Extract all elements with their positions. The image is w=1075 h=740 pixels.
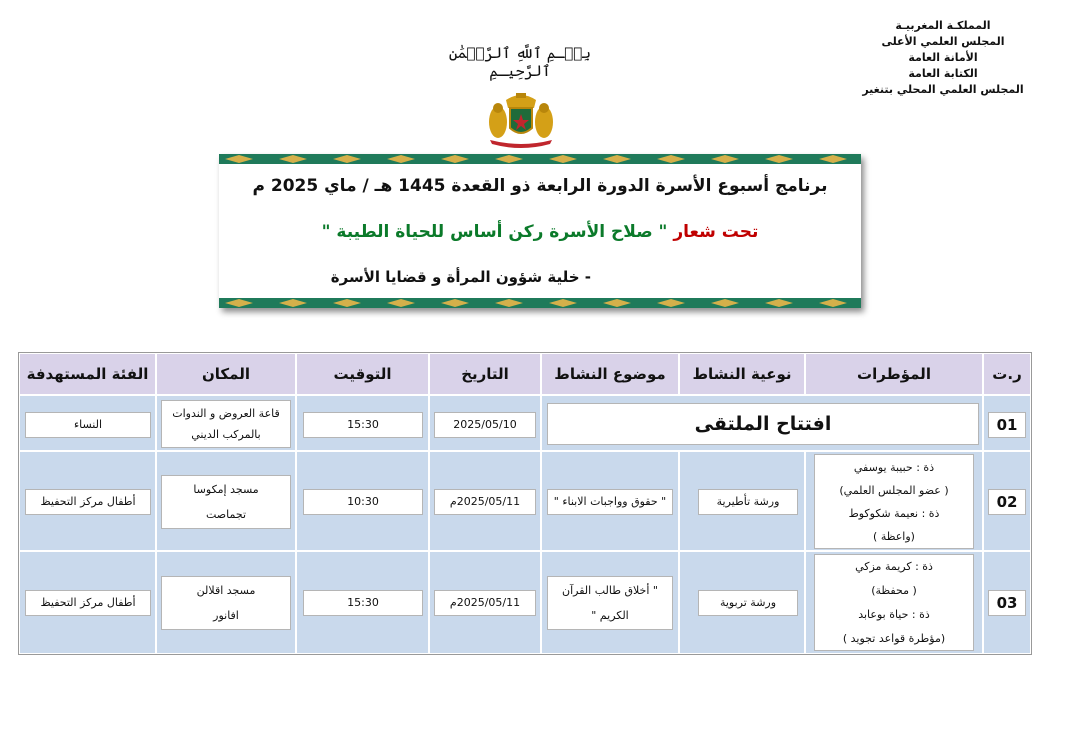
header-audience: الفئة المستهدفة [19,353,156,395]
row-3-topic-line-2: الكريم " [591,609,629,622]
row-3-facilitators-cell [805,551,983,654]
header-place: المكان [156,353,296,395]
header-topic: موضوع النشاط [541,353,679,395]
row-2-place-line-1: مسجد إمكوسا [193,483,259,496]
row-2-audience: أطفال مركز التحفيظ [25,489,151,515]
header-date: التاريخ [429,353,541,395]
row-2-topic: " حقوق وواجبات الابناء " [547,489,673,515]
row-1-title-cell [541,395,983,451]
banner-cell-name: - خلية شؤون المرأة و قضايا الأسرة [330,268,591,286]
row-2-number-cell [983,451,1031,551]
row-2-facilitators-cell [805,451,983,551]
row-3-number-cell [983,551,1031,654]
row-2-place-line-2: تجماصت [206,508,247,521]
banner-slogan: " صلاح الأسرة ركن أساس للحياة الطيبة " [321,222,668,242]
row-2-facilitator-1-role: ( عضو المجلس العلمي) [839,483,949,497]
banner-slogan-line [219,222,861,242]
row-3-facilitator-2-role: (مؤطرة قواعد تجويد ) [842,631,946,645]
row-3-place [161,576,291,630]
header-time: التوقيت [296,353,429,395]
banner-slogan-lead: تحت شعار [673,222,759,242]
row-3-type: ورشة تربوية [698,590,798,616]
row-3-number: 03 [988,590,1026,616]
row-1-title: افتتاح الملتقى [547,403,979,445]
column-place [156,353,296,654]
row-3-time: 15:30 [303,590,423,616]
row-2-number: 02 [988,489,1026,515]
row-1-date: 2025/05/10 [434,412,536,438]
banner-top-ornament [219,154,861,164]
column-time [296,353,429,654]
banner-bottom-ornament [219,298,861,308]
row-2-audience-cell [19,451,156,551]
banner-title: برنامج أسبوع الأسرة الدورة الرابعة ذو القعدة 1445 هـ / ماي 2025 م [252,176,828,196]
org-line-local-council: المجلس العلمي المحلي بتنغير [862,83,1024,96]
row-3-audience: أطفال مركز التحفيظ [25,590,151,616]
row-1-audience-cell [19,395,156,451]
basmala: بِسۡـمِ ٱللَّهِ ٱلرَّحۡمَٰنِ ٱلرَّحِيـمِ [448,44,592,80]
row-3-type-cell [679,551,805,654]
row-2-topic-cell [541,451,679,551]
row-2-place-cell [156,451,296,551]
column-audience [19,353,156,654]
org-line-office: الكتابة العامة [908,67,978,80]
header-number: ر.ت [983,353,1031,395]
organization-header [843,18,1043,98]
row-1-date-cell [429,395,541,451]
row-1-place-line-2: بالمركب الديني [191,428,261,441]
coat-of-arms-icon [486,90,556,150]
row-2-date: 2025/05/11م [434,489,536,515]
row-2-place [161,475,291,529]
row-2-facilitators [814,454,974,549]
row-1-place-line-1: قاعة العروض و الندوات [172,407,280,420]
row-2-time: 10:30 [303,489,423,515]
row-3-topic [547,576,673,630]
row-2-facilitator-2-role: (واعظة ) [873,529,915,543]
header-activity-type: نوعية النشاط [679,353,805,395]
row-3-facilitator-1-role: ( محفظة) [871,583,917,597]
row-3-facilitators [814,554,974,651]
program-banner [219,154,861,308]
row-2-facilitator-1: ذة : حبيبة يوسفي [853,460,935,474]
row-3-place-line-1: مسجد اقلالن [196,584,256,597]
column-date [429,353,541,654]
org-line-secretariat: الأمانة العامة [908,51,978,64]
row-3-facilitator-2: ذة : حياة بوعابد [858,607,930,621]
org-line-kingdom: المملكـة المغربيـة [895,19,991,32]
row-1-time: 15:30 [303,412,423,438]
row-2-type: ورشة تأطيرية [698,489,798,515]
row-3-time-cell [296,551,429,654]
row-3-topic-line-1: " أخلاق طالب القرآن [562,584,658,597]
row-2-date-cell [429,451,541,551]
row-1-number-cell [983,395,1031,451]
row-1-number: 01 [988,412,1026,438]
program-table [18,352,1032,655]
row-1-time-cell [296,395,429,451]
row-2-time-cell [296,451,429,551]
row-3-topic-cell [541,551,679,654]
header-facilitators: المؤطرات [805,353,983,395]
row-3-place-cell [156,551,296,654]
row-1-audience: النساء [25,412,151,438]
row-1-place-cell [156,395,296,451]
row-3-date: 2025/05/11م [434,590,536,616]
row-3-place-line-2: افانور [213,609,239,622]
row-1-place [161,400,291,448]
row-2-type-cell [679,451,805,551]
column-number [983,353,1031,654]
row-2-facilitator-2: ذة : نعيمة شكوكوط [848,506,940,520]
row-3-facilitator-1: ذة : كريمة مزكي [855,559,933,573]
row-3-audience-cell [19,551,156,654]
org-line-council: المجلس العلمي الأعلى [881,35,1005,48]
row-3-date-cell [429,551,541,654]
